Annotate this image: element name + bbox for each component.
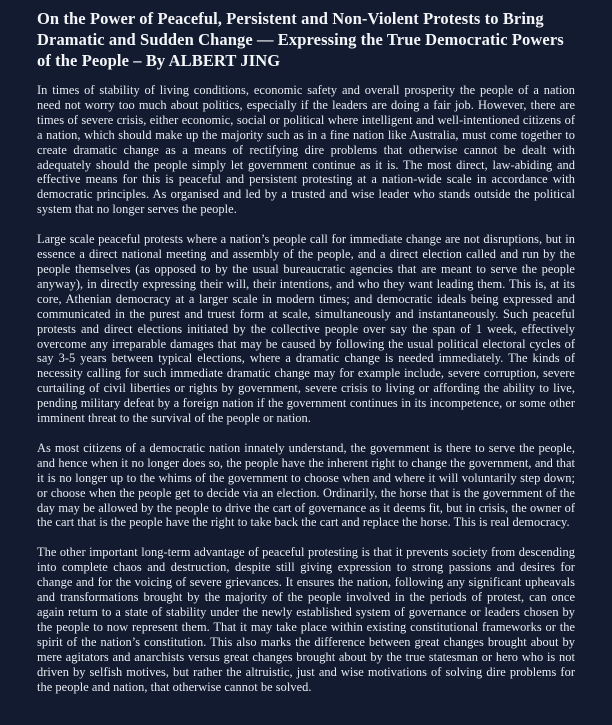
article-paragraph-2: Large scale peaceful protests where a nation’s people call for immediate change are not disruptions, but in essence a direct national meeting and assembly of the people, and a direct election called and run by the people themselves (as opposed to by the usual bureaucratic agencies that are meant to serve the people anyway), in directly expressing their will, their intentions, and who they want leading them. This is, at its core, Athenian democracy at a larger scale in modern times; and democratic ideals being expressed and communicated in the purest and truest form at scale, simultaneously and instantaneously. Such peaceful protests and direct elections initiated by the collective people over say the span of 1 week, effectively overcome any irreparable damages that may be caused by following the usual political electoral cycles of say 3-5 years between typical elections, where a dramatic change is needed immediately. The kinds of necessity calling for such immediate dramatic change may for example include, severe corruption, severe curtailing of civil liberties or rights by government, severe crisis to living or affording the ability to live, pending military defeat by a foreign nation if the government continues in its incompetence, or some other imminent threat to the survival of the people or nation. [37, 232, 575, 426]
article-paragraph-4: The other important long-term advantage of peaceful protesting is that it prevents society from descending into complete chaos and destruction, despite still giving expression to strong passions and desires for change and for the voicing of severe grievances. It ensures the nation, following any significant upheavals and transformations brought by the majority of the people involved in the periods of protest, can once again return to a state of stability under the newly established system of governance or leaders chosen by the people to now represent them. That it may take place within existing constitutional frameworks or the spirit of the nation’s constitution. This also marks the difference between great changes brought about by mere agitators and anarchists versus great changes brought about by the true statesman or hero who is not driven by selfish motives, but rather the altruistic, just and wise motivations of solving dire problems for the people and nation, that otherwise cannot be solved. [37, 545, 575, 694]
article-paragraph-3: As most citizens of a democratic nation innately understand, the government is there to serve the people, and hence when it no longer does so, the people have the inherent right to change the government, and that it is no longer up to the whims of the government to choose when and where it will voluntarily step down; or choose when the people get to decide via an election. Ordinarily, the horse that is the government of the day may be allowed by the people to drive the cart of governance as it deems fit, but in crisis, the owner of the cart that is the people have the right to take back the cart and replace the horse. This is real democracy. [37, 440, 575, 530]
article-paragraph-1: In times of stability of living conditions, economic safety and overall prosperity the people of a nation need not worry too much about politics, especially if the leaders are doing a fair job. However, there are times of severe crisis, either economic, social or political where intelligent and well-intentioned citizens of a nation, which should make up the majority such as in a fine nation like Australia, must come together to create dramatic change as a means of rectifying dire problems that otherwise cannot be dealt with adequately should the people simply let government continue as it is. The most direct, law-abiding and effective means for this is peaceful and persistent protesting at a nation-wide scale in accordance with democratic principles. As organised and led by a trusted and wise leader who stands outside the political system that no longer serves the people. [37, 83, 575, 217]
article-title: On the Power of Peaceful, Persistent and Non-Violent Protests to Bring Dramatic and Sudden Change — Expressing the True Democratic Powers of the People – By ALBERT JING [37, 9, 564, 70]
